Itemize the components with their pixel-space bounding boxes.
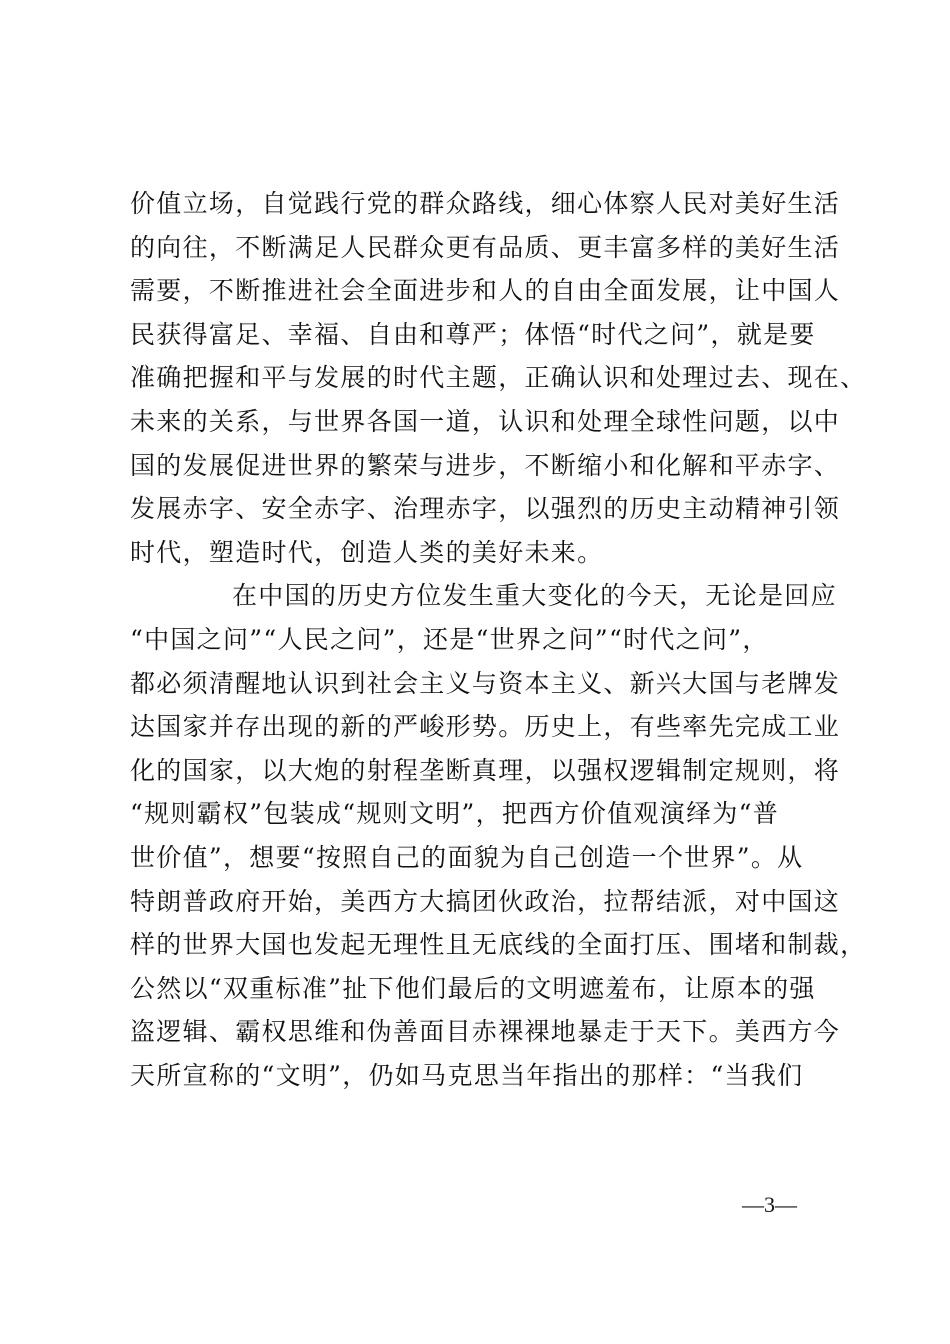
text-line: 样的世界大国也发起无理性且无底线的全面打压、围堵和制裁， — [130, 930, 867, 960]
text-line: 达国家并存出现的新的严峻形势。历史上，有些率先完成工业 — [130, 712, 841, 742]
text-line: 特朗普政府开始，美西方大搞团伙政治，拉帮结派，对中国这 — [130, 886, 841, 916]
paragraph-start-line: 在中国的历史方位发生重大变化的今天，无论是回应 — [232, 581, 837, 611]
text-line: 国的发展促进世界的繁荣与进步，不断缩小和化解和平赤字、 — [130, 450, 841, 480]
text-line: 世价值”，想要“按照自己的面貌为自己创造一个世界”。从 — [130, 842, 804, 872]
text-line: “中国之问”“人民之问”，还是“世界之问”“时代之问”， — [130, 624, 769, 654]
text-line: 化的国家，以大炮的射程垄断真理，以强权逻辑制定规则，将 — [130, 755, 841, 785]
body-text — [130, 182, 867, 1097]
text-line: 发展赤字、安全赤字、治理赤字，以强烈的历史主动精神引领 — [130, 494, 841, 524]
text-line: 需要，不断推进社会全面进步和人的自由全面发展，让中国人 — [130, 276, 841, 306]
text-line: 都必须清醒地认识到社会主义与资本主义、新兴大国与老牌发 — [130, 668, 841, 698]
text-line: 盗逻辑、霸权思维和伪善面目赤裸裸地暴走于天下。美西方今 — [130, 1017, 841, 1047]
text-line: 价值立场，自觉践行党的群众路线，细心体察人民对美好生活 — [130, 189, 841, 218]
text-line: “规则霸权”包装成“规则文明”，把西方价值观演绎为“普 — [130, 799, 780, 829]
page-number: —3— — [742, 1192, 797, 1217]
text-line: 天所宣称的“文明”，仍如马克思当年指出的那样：“当我们 — [130, 1060, 804, 1090]
text-line: 的向往，不断满足人民群众更有品质、更丰富多样的美好生活 — [130, 232, 841, 262]
text-line: 准确把握和平与发展的时代主题，正确认识和处理过去、现在、 — [130, 363, 867, 393]
text-line: 民获得富足、幸福、自由和尊严；体悟“时代之问”，就是要 — [130, 319, 816, 349]
text-line: 公然以“双重标准”扯下他们最后的文明遮羞布，让原本的强 — [130, 973, 816, 1003]
text-line: 未来的关系，与世界各国一道，认识和处理全球性问题，以中 — [130, 406, 841, 436]
text-line: 时代，塑造时代，创造人类的美好未来。 — [130, 537, 604, 567]
